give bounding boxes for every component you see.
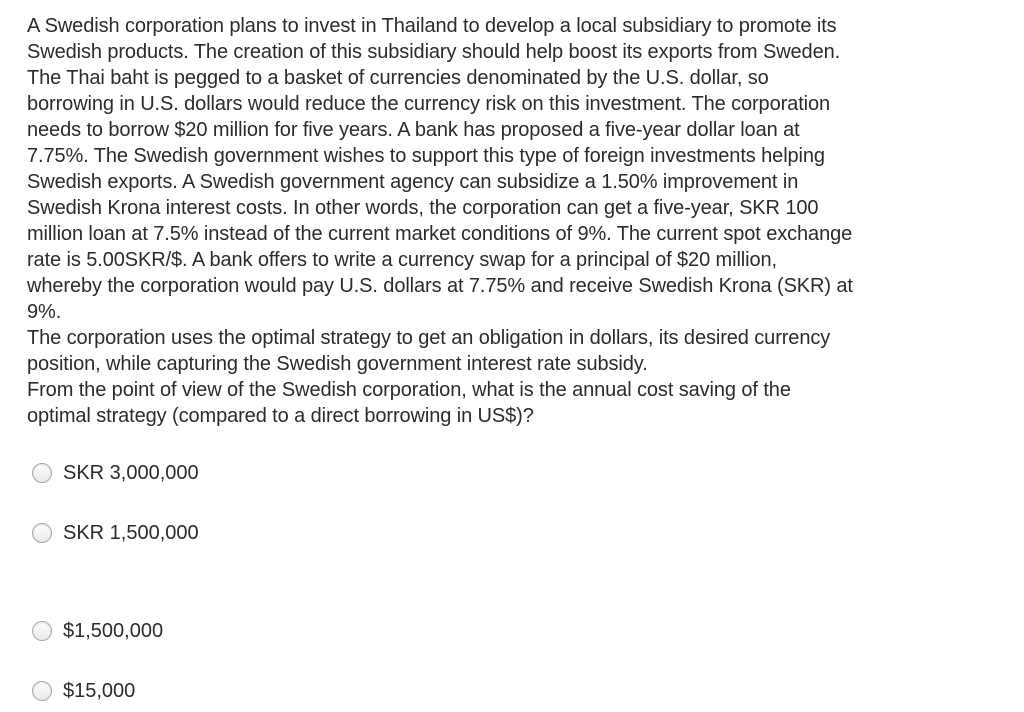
answer-option-label: $15,000 <box>63 680 136 702</box>
question-paragraph-strategy: The corporation uses the optimal strategy to get an obligation in dollars, its desired currency position, while capturing the Swedish government interest rate subsidy. <box>27 327 831 375</box>
answer-option-3[interactable] <box>32 617 163 645</box>
answer-option-2[interactable] <box>32 519 199 547</box>
radio-button-icon[interactable] <box>32 621 52 641</box>
question-paragraph-prompt: From the point of view of the Swedish corporation, what is the annual cost saving of the optimal strategy (compared to a direct borrowing in US$)? <box>27 379 791 427</box>
radio-button-icon[interactable] <box>32 523 52 543</box>
question-paragraph-scenario: A Swedish corporation plans to invest in Thailand to develop a local subsidiary to promote its Swedish products. The creation of this subsidiary should help boost its exports from Sweden. The Thai baht is pegged to a basket of currencies denominated by the U.S. dollar, so borrowing in U.S. dollars would reduce the currency risk on this investment. The corporation needs to borrow $20 million for five years. A bank has proposed a five-year dollar loan at 7.75%. The Swedish government wishes to support this type of foreign investments helping Swedish exports. A Swedish government agency can subsidize a 1.50% improvement in Swedish Krona interest costs. In other words, the corporation can get a five-year, SKR 100 million loan at 7.5% instead of the current market conditions of 9%. The current spot exchange rate is 5.00SKR/$. A bank offers to write a currency swap for a principal of $20 million, whereby the corporation would pay U.S. dollars at 7.75% and receive Swedish Krona (SKR) at 9%. <box>27 15 853 323</box>
answer-option-label: $1,500,000 <box>63 620 164 642</box>
answer-option-label: SKR 3,000,000 <box>63 462 199 484</box>
radio-button-icon[interactable] <box>32 681 52 701</box>
radio-button-icon[interactable] <box>32 463 52 483</box>
answer-option-label: SKR 1,500,000 <box>63 522 199 544</box>
answer-option-1[interactable] <box>32 459 199 487</box>
answer-option-4[interactable] <box>32 677 135 705</box>
question-text <box>27 13 1002 429</box>
